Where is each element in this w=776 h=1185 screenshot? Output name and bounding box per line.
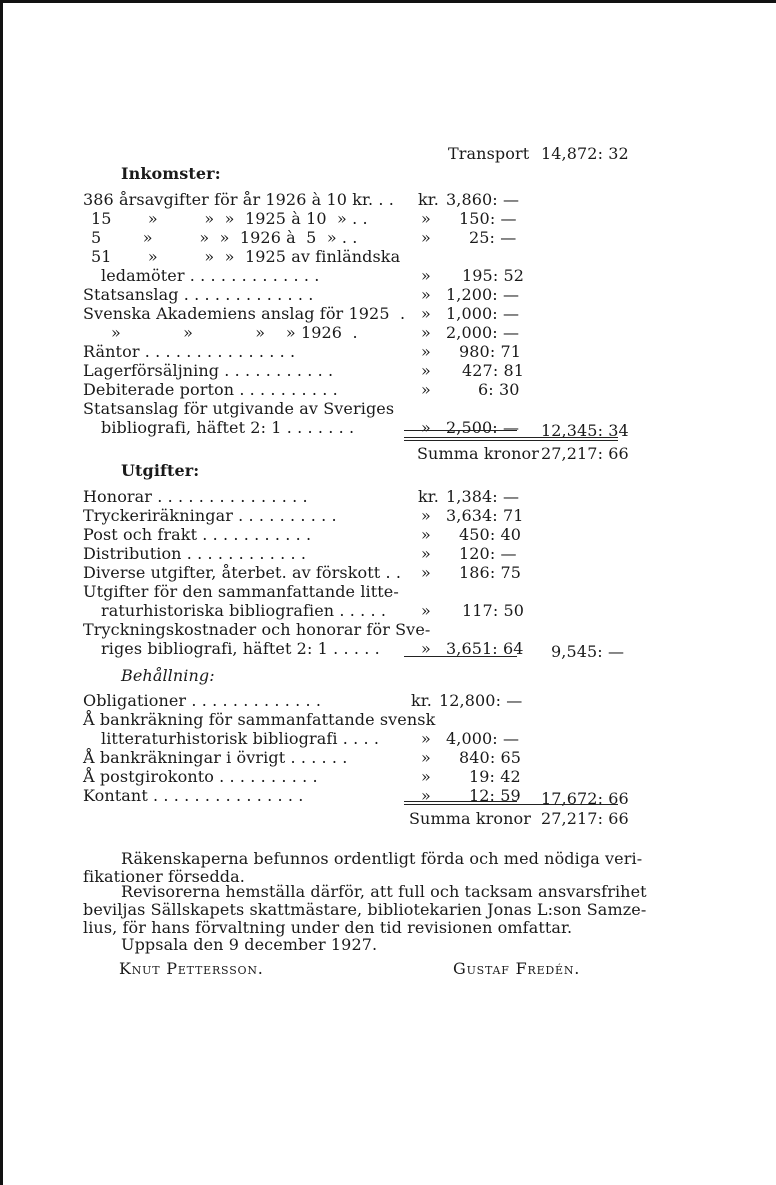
expense-row-desc: Tryckningskostnader och honorar för Sve- xyxy=(83,620,431,639)
expense-row-desc: Diverse utgifter, återbet. av förskott . . xyxy=(83,563,402,582)
income-row-amount: 2,500: — xyxy=(446,418,520,437)
expense-row-amount: 450: 40 xyxy=(459,525,522,544)
expenses-heading: Utgifter: xyxy=(121,461,200,480)
column-rule xyxy=(404,801,517,802)
income-row-desc: bibliografi, häftet 2: 1 . . . . . . . xyxy=(101,418,355,437)
income-row-desc: 51 » » » 1925 av finländska xyxy=(91,247,401,266)
expense-row-amount: 1,384: — xyxy=(446,487,520,506)
expense-row-desc: Distribution . . . . . . . . . . . . xyxy=(83,544,307,563)
income-row-desc: 386 årsavgifter för år 1926 à 10 kr. . . xyxy=(83,190,394,209)
income-row-desc: Debiterade porton . . . . . . . . . . xyxy=(83,380,338,399)
sum-rule xyxy=(404,804,618,805)
income-row-unit: » xyxy=(421,342,431,361)
income-row-amount: 6: 30 xyxy=(478,380,520,399)
expense-row-amount: 120: — xyxy=(459,544,517,563)
balance-row-unit: » xyxy=(421,729,431,748)
balance-row-desc: litteraturhistorisk bibliografi . . . . xyxy=(101,729,380,748)
income-row-desc: 5 » » » 1926 à 5 » . . xyxy=(91,228,358,247)
balance-row-amount: 4,000: — xyxy=(446,729,520,748)
income-row-unit: » xyxy=(421,418,431,437)
paragraph-line: Revisorerna hemställa därför, att full och tacksam ansvarsfrihet xyxy=(121,882,647,901)
income-row-desc: 15 » » » 1925 à 10 » . . xyxy=(91,209,368,228)
signature-2: Gustaf Fredén. xyxy=(453,959,581,978)
balance-row-unit: » xyxy=(421,767,431,786)
income-row-unit: » xyxy=(421,380,431,399)
expense-row-unit: » xyxy=(421,563,431,582)
expense-row-amount: 3,651: 64 xyxy=(446,639,524,658)
sum-rule xyxy=(404,440,618,441)
expense-row-amount: 186: 75 xyxy=(459,563,522,582)
balance-row-amount: 12: 59 xyxy=(469,786,521,805)
expense-row-unit: » xyxy=(421,506,431,525)
sum-rule xyxy=(404,437,618,438)
paragraph-line: Räkenskaperna befunnos ordentligt förda och med nödiga veri- xyxy=(121,849,643,868)
income-row-amount: 2,000: — xyxy=(446,323,520,342)
balance-row-unit: » xyxy=(421,748,431,767)
income-row-amount: 1,200: — xyxy=(446,285,520,304)
expense-row-amount: 3,634: 71 xyxy=(446,506,524,525)
income-sum: 27,217: 66 xyxy=(541,444,629,463)
income-row-unit: » xyxy=(421,304,431,323)
expense-row-unit: » xyxy=(421,525,431,544)
income-row-amount: 980: 71 xyxy=(459,342,522,361)
income-sum-label: Summa kronor xyxy=(417,444,539,463)
balance-row-desc: Kontant . . . . . . . . . . . . . . . xyxy=(83,786,304,805)
income-row-desc: Statsanslag . . . . . . . . . . . . . xyxy=(83,285,314,304)
expense-row-desc: Utgifter för den sammanfattande litte- xyxy=(83,582,399,601)
income-subtotal: 12,345: 34 xyxy=(541,421,629,440)
balance-heading: Behållning: xyxy=(121,666,215,685)
expense-row-unit: » xyxy=(421,601,431,620)
income-row-unit: » xyxy=(421,285,431,304)
income-row-unit: » xyxy=(421,228,431,247)
balance-row-desc: Obligationer . . . . . . . . . . . . . xyxy=(83,691,322,710)
income-row-amount: 427: 81 xyxy=(462,361,525,380)
expense-row-desc: Post och frakt . . . . . . . . . . . xyxy=(83,525,312,544)
balance-row-desc: Å bankräkningar i övrigt . . . . . . xyxy=(83,748,348,767)
expenses-subtotal: 9,545: — xyxy=(551,642,625,661)
income-row-amount: 150: — xyxy=(459,209,517,228)
income-row-unit: » xyxy=(421,266,431,285)
expense-row-unit: » xyxy=(421,639,431,658)
income-row-desc: ledamöter . . . . . . . . . . . . . xyxy=(101,266,320,285)
income-row-unit: » xyxy=(421,323,431,342)
income-row-amount: 25: — xyxy=(469,228,517,247)
transport-label: Transport xyxy=(448,144,530,163)
income-heading: Inkomster: xyxy=(121,164,221,183)
expense-row-desc: Tryckeriräkningar . . . . . . . . . . xyxy=(83,506,337,525)
balance-row-unit: » xyxy=(421,786,431,805)
balance-row-unit: kr. xyxy=(411,691,432,710)
expense-row-desc: riges bibliografi, häftet 2: 1 . . . . . xyxy=(101,639,380,658)
balance-row-desc: Å postgirokonto . . . . . . . . . . xyxy=(83,767,318,786)
income-row-unit: » xyxy=(421,209,431,228)
balance-sum-label: Summa kronor xyxy=(409,809,531,828)
paragraph-line: fikationer försedda. xyxy=(83,867,245,886)
income-row-desc: Svenska Akademiens anslag för 1925 . xyxy=(83,304,406,323)
income-row-amount: 195: 52 xyxy=(462,266,525,285)
signature-1: Knut Pettersson. xyxy=(119,959,264,978)
balance-row-desc: Å bankräkning för sammanfattande svensk xyxy=(83,710,436,729)
balance-row-amount: 840: 65 xyxy=(459,748,522,767)
expense-row-unit: » xyxy=(421,544,431,563)
income-row-desc: Räntor . . . . . . . . . . . . . . . xyxy=(83,342,296,361)
income-row-desc: » » » » 1926 . xyxy=(111,323,358,342)
expense-row-desc: raturhistoriska bibliografien . . . . . xyxy=(101,601,387,620)
income-row-unit: » xyxy=(421,361,431,380)
expense-row-amount: 117: 50 xyxy=(462,601,525,620)
paragraph-line: beviljas Sällskapets skattmästare, bibliotekarien Jonas L:son Samze- xyxy=(83,900,647,919)
balance-sum: 27,217: 66 xyxy=(541,809,629,828)
income-row-desc: Lagerförsäljning . . . . . . . . . . . xyxy=(83,361,334,380)
balance-row-amount: 12,800: — xyxy=(439,691,523,710)
income-row-unit: kr. xyxy=(418,190,439,209)
expense-row-desc: Honorar . . . . . . . . . . . . . . . xyxy=(83,487,308,506)
income-row-desc: Statsanslag för utgivande av Sveriges xyxy=(83,399,395,418)
column-rule xyxy=(404,430,517,431)
column-rule xyxy=(404,656,517,657)
place-date: Uppsala den 9 december 1927. xyxy=(121,935,378,954)
income-row-amount: 1,000: — xyxy=(446,304,520,323)
income-row-amount: 3,860: — xyxy=(446,190,520,209)
balance-row-amount: 19: 42 xyxy=(469,767,521,786)
paragraph-line: lius, för hans förvaltning under den tid revisionen omfattar. xyxy=(83,918,573,937)
expense-row-unit: kr. xyxy=(418,487,439,506)
transport-amount: 14,872: 32 xyxy=(541,144,629,163)
balance-subtotal: 17,672: 66 xyxy=(541,789,629,808)
